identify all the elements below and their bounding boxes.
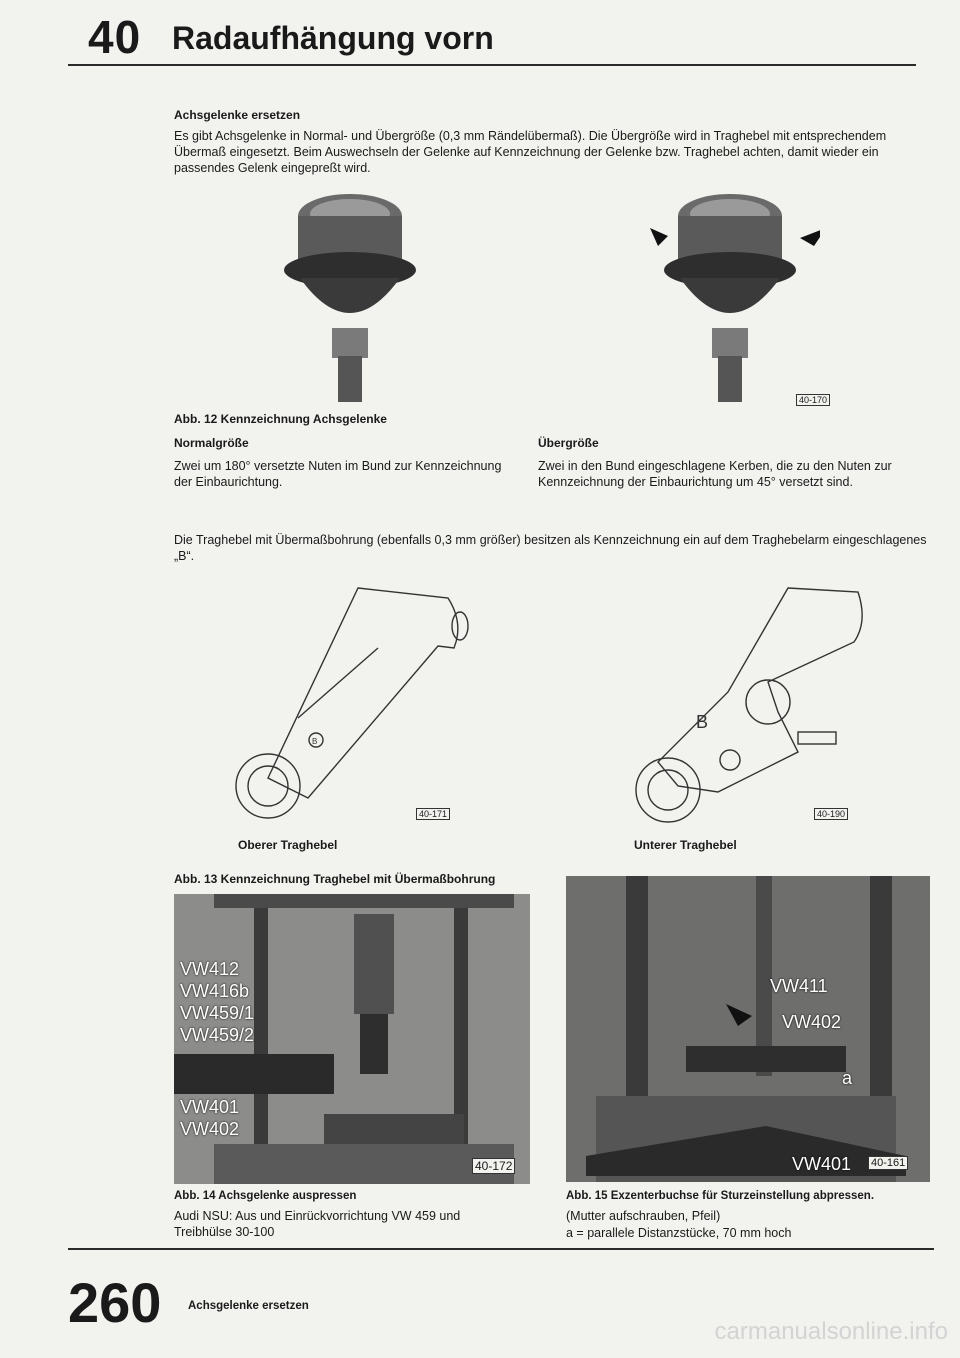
tool-label: VW459/1 bbox=[180, 1003, 255, 1023]
normal-size-text: Zwei um 180° versetzte Nuten im Bund zur Kennzeichnung der Einbaurichtung. bbox=[174, 459, 502, 489]
figure-12-caption: Abb. 12 Kennzeichnung Achsgelenke bbox=[174, 412, 387, 426]
fig14-tool-labels bbox=[180, 958, 254, 1046]
arrow-icon bbox=[650, 228, 668, 246]
figure-ref-40-172: 40-172 bbox=[472, 1158, 515, 1174]
lower-control-arm-drawing bbox=[618, 572, 868, 836]
fig14-tool-labels-lower bbox=[180, 1096, 239, 1140]
page-number: 260 bbox=[68, 1271, 162, 1334]
paragraph-traghebel: Die Traghebel mit Übermaßbohrung (ebenfalls 0,3 mm größer) besitzen als Kennzeichnung ein auf dem Traghebelarm eingeschlagenes „B“. bbox=[174, 533, 927, 563]
watermark: carmanualsonline.info bbox=[714, 1318, 948, 1345]
arrow-icon bbox=[800, 228, 820, 246]
figure-15-text-2: a = parallele Distanzstücke, 70 mm hoch bbox=[566, 1226, 792, 1240]
label-a: a bbox=[842, 1068, 853, 1088]
oversize-heading: Übergröße bbox=[538, 436, 599, 450]
upper-arm-label: Oberer Traghebel bbox=[238, 838, 338, 852]
chapter-number: 40 bbox=[88, 11, 142, 63]
tool-label: VW412 bbox=[180, 959, 240, 979]
tool-label: VW401 bbox=[180, 1097, 240, 1117]
tool-label-vw402: VW402 bbox=[782, 1012, 842, 1032]
figure-15-text-1: (Mutter aufschrauben, Pfeil) bbox=[566, 1209, 721, 1223]
figure-ref-40-161: 40-161 bbox=[868, 1156, 908, 1170]
normal-size-heading: Normalgröße bbox=[174, 436, 249, 450]
figure-15-photo bbox=[566, 876, 930, 1182]
chapter-title: Radaufhängung vorn bbox=[172, 20, 494, 56]
upper-control-arm-drawing bbox=[228, 568, 478, 832]
figure-ref-40-171: 40-171 bbox=[416, 808, 450, 820]
tool-label-vw401: VW401 bbox=[792, 1154, 852, 1174]
tool-label: VW402 bbox=[180, 1119, 240, 1139]
lower-arm-label: Unterer Traghebel bbox=[634, 838, 737, 852]
oversize-text: Zwei in den Bund eingeschlagene Kerben, die zu den Nuten zur Kennzeichnung der Einbaurichtung um 45° versetzt sind. bbox=[538, 459, 892, 489]
figure-14-text: Audi NSU: Aus und Einrückvorrichtung VW 459 und Treibhülse 30-100 bbox=[174, 1209, 461, 1239]
tool-label: VW459/2 bbox=[180, 1025, 255, 1045]
marker-b-large: B bbox=[696, 712, 709, 732]
tool-label: VW416b bbox=[180, 981, 250, 1001]
tool-label-vw411: VW411 bbox=[770, 976, 828, 996]
marker-b-small: B bbox=[312, 737, 318, 746]
figure-14-caption: Abb. 14 Achsgelenke auspressen bbox=[174, 1190, 357, 1202]
ball-joint-oversize-photo bbox=[650, 188, 820, 410]
footer-section: Achsgelenke ersetzen bbox=[188, 1300, 309, 1312]
footer-rule bbox=[68, 1248, 934, 1250]
ball-joint-normal-photo bbox=[270, 188, 430, 410]
intro-paragraph: Es gibt Achsgelenke in Normal- und Übergröße (0,3 mm Rändelübermaß). Die Übergröße wird in Traghebel mit entsprechendem Übermaß eingesetzt. Beim Auswechseln der Gelenke auf Kennzeichnung der Gelenke bzw. Traghebel achten, damit wieder ein passendes Gelenk eingepreßt wird. bbox=[174, 129, 887, 175]
figure-13-caption: Abb. 13 Kennzeichnung Traghebel mit Übermaßbohrung bbox=[174, 872, 496, 886]
figure-ref-40-170: 40-170 bbox=[796, 394, 830, 406]
header-rule bbox=[68, 64, 916, 66]
figure-15-caption: Abb. 15 Exzenterbuchse für Sturzeinstellung abpressen. bbox=[566, 1190, 875, 1202]
section-title: Achsgelenke ersetzen bbox=[174, 108, 301, 122]
figure-ref-40-190: 40-190 bbox=[814, 808, 848, 820]
